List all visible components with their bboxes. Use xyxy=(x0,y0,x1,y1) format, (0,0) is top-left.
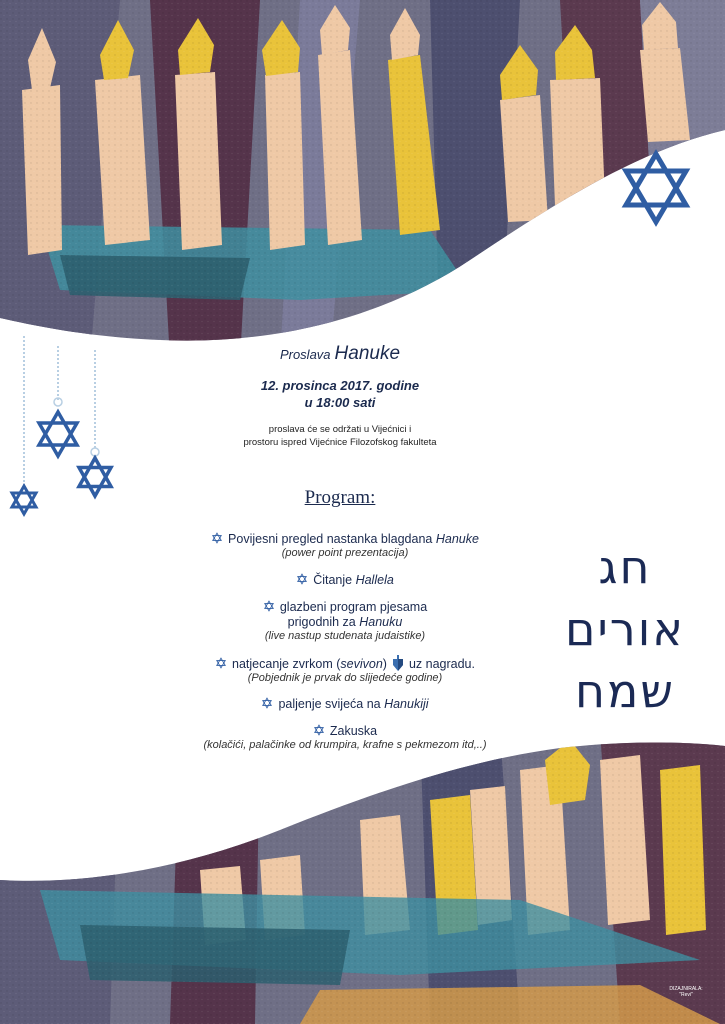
credit-line-1: DIZAJNIRALA: xyxy=(669,986,703,992)
hebrew-line-1: חג xyxy=(598,540,652,594)
hanging-star-icon xyxy=(12,486,36,514)
bullet-star-icon xyxy=(261,697,273,709)
item-text: prigodnih za xyxy=(287,615,360,629)
item-emphasis: Hanuke xyxy=(435,532,479,546)
time-line: u 18:00 sati xyxy=(304,395,376,410)
item-emphasis: sevivon xyxy=(340,657,383,671)
program-item xyxy=(150,600,540,643)
bullet-star-icon xyxy=(296,573,308,585)
event-title xyxy=(150,343,530,365)
designer-credit xyxy=(656,986,716,998)
hebrew-greeting xyxy=(540,536,710,722)
item-text: ) xyxy=(382,657,387,671)
item-emphasis: Hanukiji xyxy=(384,697,429,711)
venue-line-2: prostoru ispred Vijećnice Filozofskog fakulteta xyxy=(243,437,437,448)
item-text: paljenje svijeća na xyxy=(278,697,385,711)
title-prefix: Proslava xyxy=(279,347,331,362)
star-of-david-icon xyxy=(626,154,686,222)
item-note: (kolačići, palačinke od krumpira, krafne s pekmezom itd,..) xyxy=(203,739,487,751)
item-note: (power point prezentacija) xyxy=(281,547,409,559)
bullet-star-icon xyxy=(313,724,325,736)
venue-line-1: proslava će se održati u Vijećnici i xyxy=(268,424,412,435)
hanging-star-icon xyxy=(79,458,111,496)
hebrew-line-2: אורים xyxy=(564,602,686,656)
dreidel-icon xyxy=(391,655,405,671)
program-heading: Program: xyxy=(304,487,376,508)
program-item xyxy=(150,573,540,588)
program-item xyxy=(150,697,540,712)
program-item xyxy=(150,532,540,560)
top-menorah-painting xyxy=(0,0,725,360)
item-text: natjecanje zvrkom ( xyxy=(232,657,341,671)
hanging-star-icon xyxy=(39,412,77,456)
item-emphasis: Hanuku xyxy=(359,615,403,629)
item-text: Zakuska xyxy=(329,724,378,738)
item-text: uz nagradu. xyxy=(408,657,475,671)
item-emphasis: Hallela xyxy=(355,573,394,587)
bullet-star-icon xyxy=(215,657,227,669)
hanging-stars xyxy=(12,336,111,514)
date-line: 12. prosinca 2017. godine xyxy=(260,378,420,393)
bottom-menorah-painting xyxy=(0,730,725,1024)
item-note: (Pobjednik je prvak do slijedeće godine) xyxy=(247,672,443,684)
program-item xyxy=(150,655,540,685)
event-venue xyxy=(150,423,530,449)
item-text: Povijesni pregled nastanka blagdana xyxy=(228,532,436,546)
item-text: glazbeni program pjesama xyxy=(279,600,428,614)
bullet-star-icon xyxy=(211,532,223,544)
program-item xyxy=(150,724,540,752)
title-main: Hanuke xyxy=(334,343,401,364)
hebrew-line-3: שמח xyxy=(575,664,675,718)
credit-line-2: "Revi" xyxy=(679,992,693,998)
event-date xyxy=(150,377,530,411)
bullet-star-icon xyxy=(263,600,275,612)
item-note: (live nastup studenata judaistike) xyxy=(264,630,426,642)
item-text: Čitanje xyxy=(313,573,356,587)
